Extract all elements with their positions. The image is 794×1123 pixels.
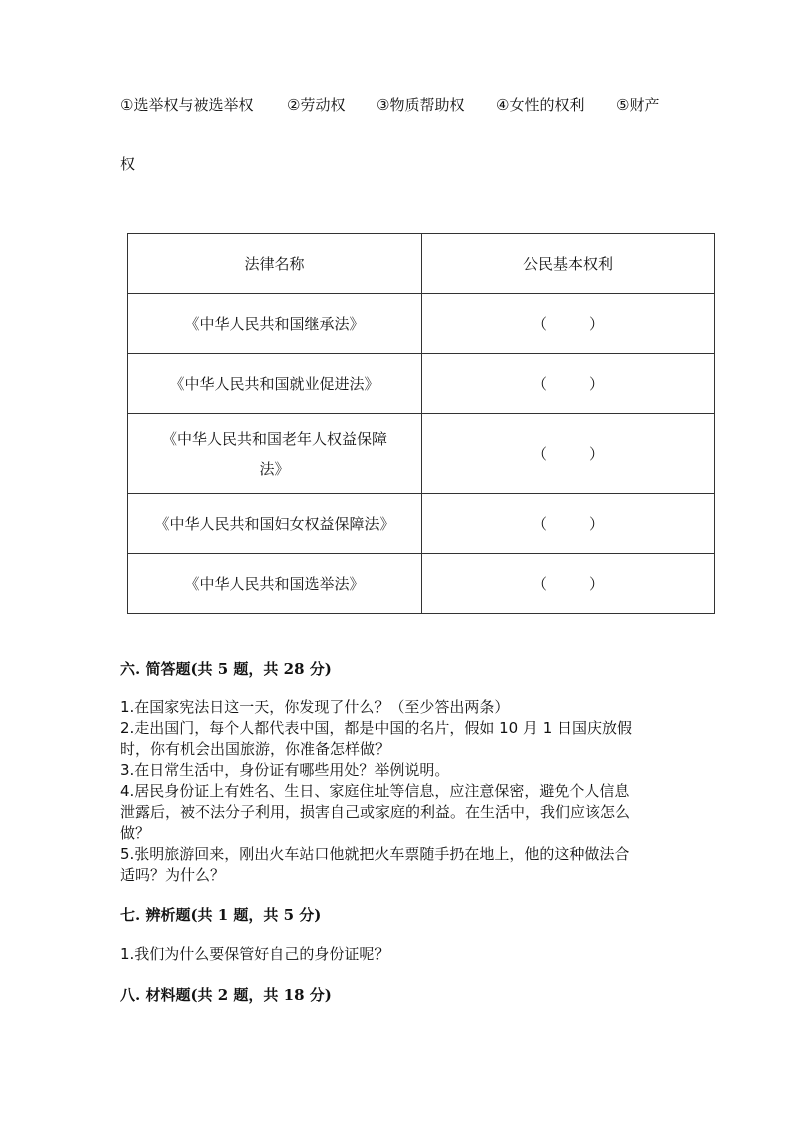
answer-blank-cell[interactable]: （ ）	[422, 414, 715, 494]
law-name-cell: 《中华人民共和国继承法》	[128, 294, 422, 354]
option-1: ①选举权与被选举权	[120, 96, 254, 114]
answer-blank-cell[interactable]: （ ）	[422, 294, 715, 354]
table-header-row	[128, 234, 715, 294]
section-6-title: 六. 简答题(共 5 题，共 28 分)	[120, 660, 332, 678]
question-6-2-line2: 时，你有机会出国旅游，你准备怎样做？	[120, 740, 391, 758]
option-5-continuation: 权	[120, 155, 136, 173]
law-name-cell: 《中华人民共和国妇女权益保障法》	[128, 494, 422, 554]
law-rights-table	[127, 233, 715, 614]
question-6-5-line2: 适吗？为什么？	[120, 866, 226, 884]
header-law-name: 法律名称	[128, 234, 422, 294]
section-7-title: 七. 辨析题(共 1 题，共 5 分)	[120, 906, 322, 924]
header-basic-rights: 公民基本权利	[422, 234, 715, 294]
question-6-1: 1.在国家宪法日这一天，你发现了什么？（至少答出两条）	[120, 698, 510, 716]
law-name-cell: 《中华人民共和国选举法》	[128, 554, 422, 614]
question-6-4-line3: 做？	[120, 824, 151, 842]
question-6-4-line2: 泄露后，被不法分子利用，损害自己或家庭的利益。在生活中，我们应该怎么	[120, 803, 631, 821]
table-row	[128, 494, 715, 554]
law-name-cell: 《中华人民共和国就业促进法》	[128, 354, 422, 414]
table-row	[128, 554, 715, 614]
answer-blank-cell[interactable]: （ ）	[422, 354, 715, 414]
law-name-cell: 《中华人民共和国老年人权益保障 法》	[128, 414, 422, 494]
question-6-3: 3.在日常生活中，身份证有哪些用处？举例说明。	[120, 761, 450, 779]
answer-blank-cell[interactable]: （ ）	[422, 554, 715, 614]
question-7-1: 1.我们为什么要保管好自己的身份证呢？	[120, 945, 390, 963]
option-2: ②劳动权	[287, 96, 346, 114]
question-6-5-line1: 5.张明旅游回来，刚出火车站口他就把火车票随手扔在地上，他的这种做法合	[120, 845, 630, 863]
option-5: ⑤财产	[616, 96, 660, 114]
table-row	[128, 414, 715, 494]
table-row	[128, 354, 715, 414]
option-3: ③物质帮助权	[376, 96, 465, 114]
answer-blank-cell[interactable]: （ ）	[422, 494, 715, 554]
question-6-2-line1: 2.走出国门，每个人都代表中国，都是中国的名片，假如 10 月 1 日国庆放假	[120, 719, 633, 737]
table-row	[128, 294, 715, 354]
section-8-title: 八. 材料题(共 2 题，共 18 分)	[120, 986, 332, 1004]
option-4: ④女性的权利	[496, 96, 585, 114]
question-6-4-line1: 4.居民身份证上有姓名、生日、家庭住址等信息，应注意保密，避免个人信息	[120, 782, 630, 800]
